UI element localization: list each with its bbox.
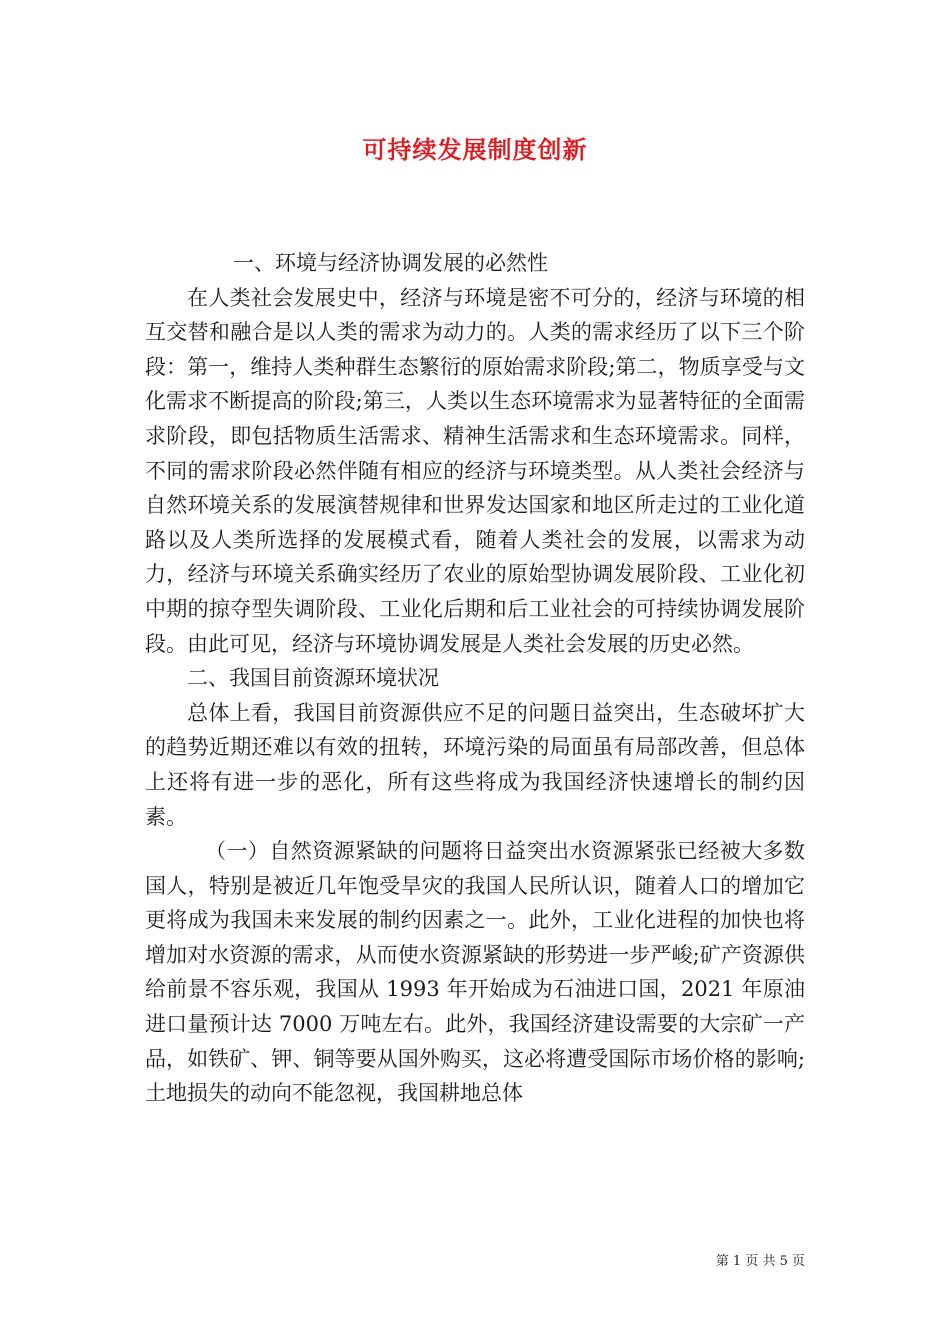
section-heading-2: 二、我国目前资源环境状况: [187, 666, 439, 691]
paragraph-2: 总体上看，我国目前资源供应不足的问题日益突出，生态破坏扩大的趋势近期还难以有效的扭转，环境污染的局面虽有局部改善，但总体上还将有进一步的恶化，所有这些将成为我国经济快速增长的制约因素。: [145, 700, 805, 829]
paragraph-1: 在人类社会发展史中，经济与环境是密不可分的，经济与环境的相互交替和融合是以人类的需求为动力的。人类的需求经历了以下三个阶段：第一，维持人类种群生态繁衍的原始需求阶段;第二，物质享受与文化需求不断提高的阶段;第三，人类以生态环境需求为显著特征的全面需求阶段，即包括物质生活需求、精神生活需求和生态环境需求。同样，不同的需求阶段必然伴随有相应的经济与环境类型。从人类社会经济与自然环境关系的发展演替规律和世界发达国家和地区所走过的工业化道路以及人类所选择的发展模式看，随着人类社会的发展，以需求为动力，经济与环境关系确实经历了农业的原始型协调发展阶段、工业化初中期的掠夺型失调阶段、工业化后期和后工业社会的可持续协调发展阶段。由此可见，经济与环境协调发展是人类社会发展的历史必然。: [145, 285, 805, 656]
paragraph-3: （一）自然资源紧缺的问题将日益突出水资源紧张已经被大多数国人，特别是被近几年饱受旱灾的我国人民所认识，随着人口的增加它更将成为我国未来发展的制约因素之一。此外，工业化进程的加快也将增加对水资源的需求，从而使水资源紧缺的形势进一步严峻;矿产资源供给前景不容乐观，我国从 1993 年开始成为石油进口国，2021 年原油进口量预计达 7000 万吨左右。此外，我国经济建设需要的大宗矿一产品，如铁矿、钾、铜等要从国外购买，这必将遭受国际市场价格的影响;土地损失的动向不能忽视，我国耕地总体: [145, 839, 805, 1106]
page-footer: 第 1 页 共 5 页: [715, 1254, 805, 1269]
section-heading-1: 一、环境与经济协调发展的必然性: [233, 251, 548, 275]
document-title: 可持续发展制度创新: [362, 136, 588, 164]
document-body: [145, 246, 805, 1111]
